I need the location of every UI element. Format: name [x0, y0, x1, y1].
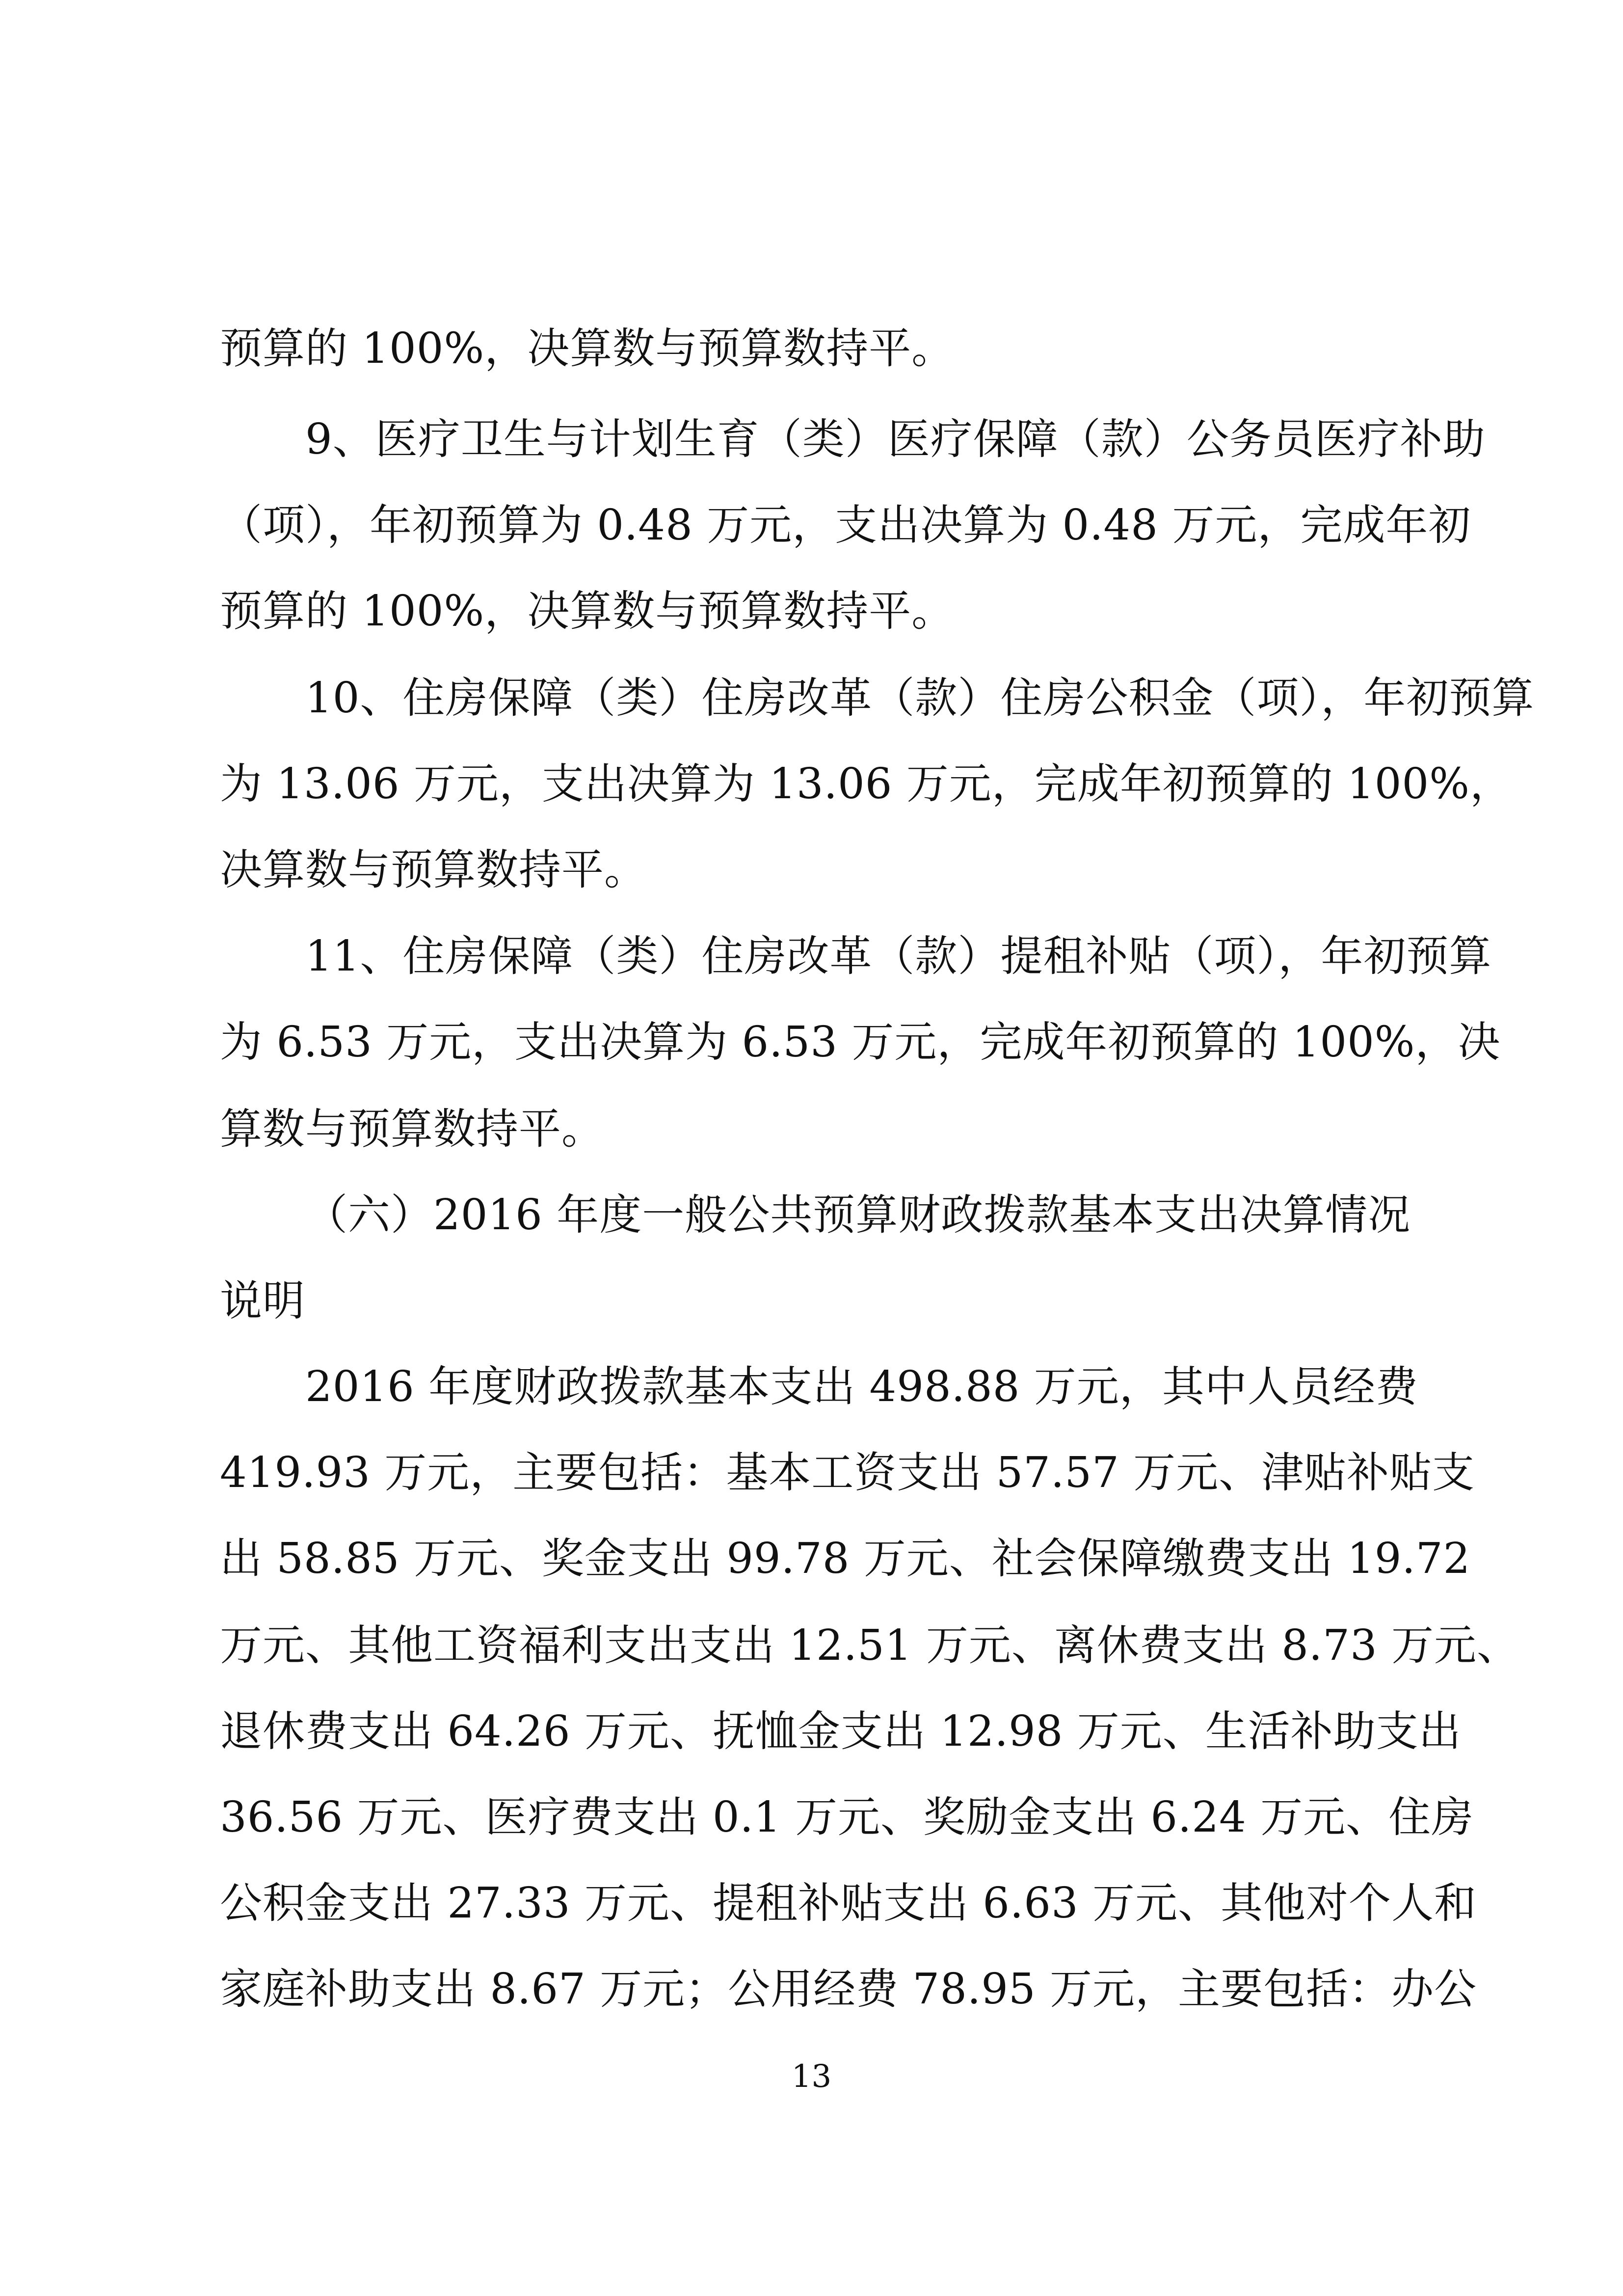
text-line: 预算的 100%，决算数与预算数持平。	[220, 324, 955, 373]
text-line: 决算数与预算数持平。	[220, 845, 647, 894]
text-line: 为 6.53 万元，支出决算为 6.53 万元，完成年初预算的 100%，决	[220, 1018, 1501, 1067]
text-line: 出 58.85 万元、奖金支出 99.78 万元、社会保障缴费支出 19.72	[220, 1534, 1471, 1583]
text-line: 10、住房保障（类）住房改革（款）住房公积金（项），年初预算	[305, 674, 1535, 723]
text-line: （项），年初预算为 0.48 万元，支出决算为 0.48 万元，完成年初	[220, 501, 1471, 550]
text-line: 家庭补助支出 8.67 万元；公用经费 78.95 万元，主要包括：办公	[220, 1965, 1477, 2014]
text-line: 退休费支出 64.26 万元、抚恤金支出 12.98 万元、生活补助支出	[220, 1707, 1462, 1756]
text-line: 11、住房保障（类）住房改革（款）提租补贴（项），年初预算	[305, 932, 1492, 981]
text-line: 公积金支出 27.33 万元、提租补贴支出 6.63 万元、其他对个人和	[220, 1879, 1477, 1928]
section-heading: （六）2016 年度一般公共预算财政拨款基本支出决算情况	[305, 1190, 1411, 1240]
text-line: 9、医疗卫生与计划生育（类）医疗保障（款）公务员医疗补助	[305, 415, 1486, 464]
page-number: 13	[791, 2058, 832, 2095]
text-line: 为 13.06 万元，支出决算为 13.06 万元，完成年初预算的 100%，	[220, 759, 1513, 809]
text-line: 36.56 万元、医疗费支出 0.1 万元、奖励金支出 6.24 万元、住房	[220, 1793, 1474, 1842]
text-line: 算数与预算数持平。	[220, 1105, 604, 1154]
text-line: 2016 年度财政拨款基本支出 498.88 万元，其中人员经费	[305, 1362, 1418, 1411]
text-line: 预算的 100%，决算数与预算数持平。	[220, 587, 955, 636]
text-line: 419.93 万元，主要包括：基本工资支出 57.57 万元、津贴补贴支	[220, 1448, 1475, 1497]
text-line: 万元、其他工资福利支出支出 12.51 万元、离休费支出 8.73 万元、	[220, 1621, 1520, 1670]
section-heading: 说明	[220, 1276, 305, 1325]
